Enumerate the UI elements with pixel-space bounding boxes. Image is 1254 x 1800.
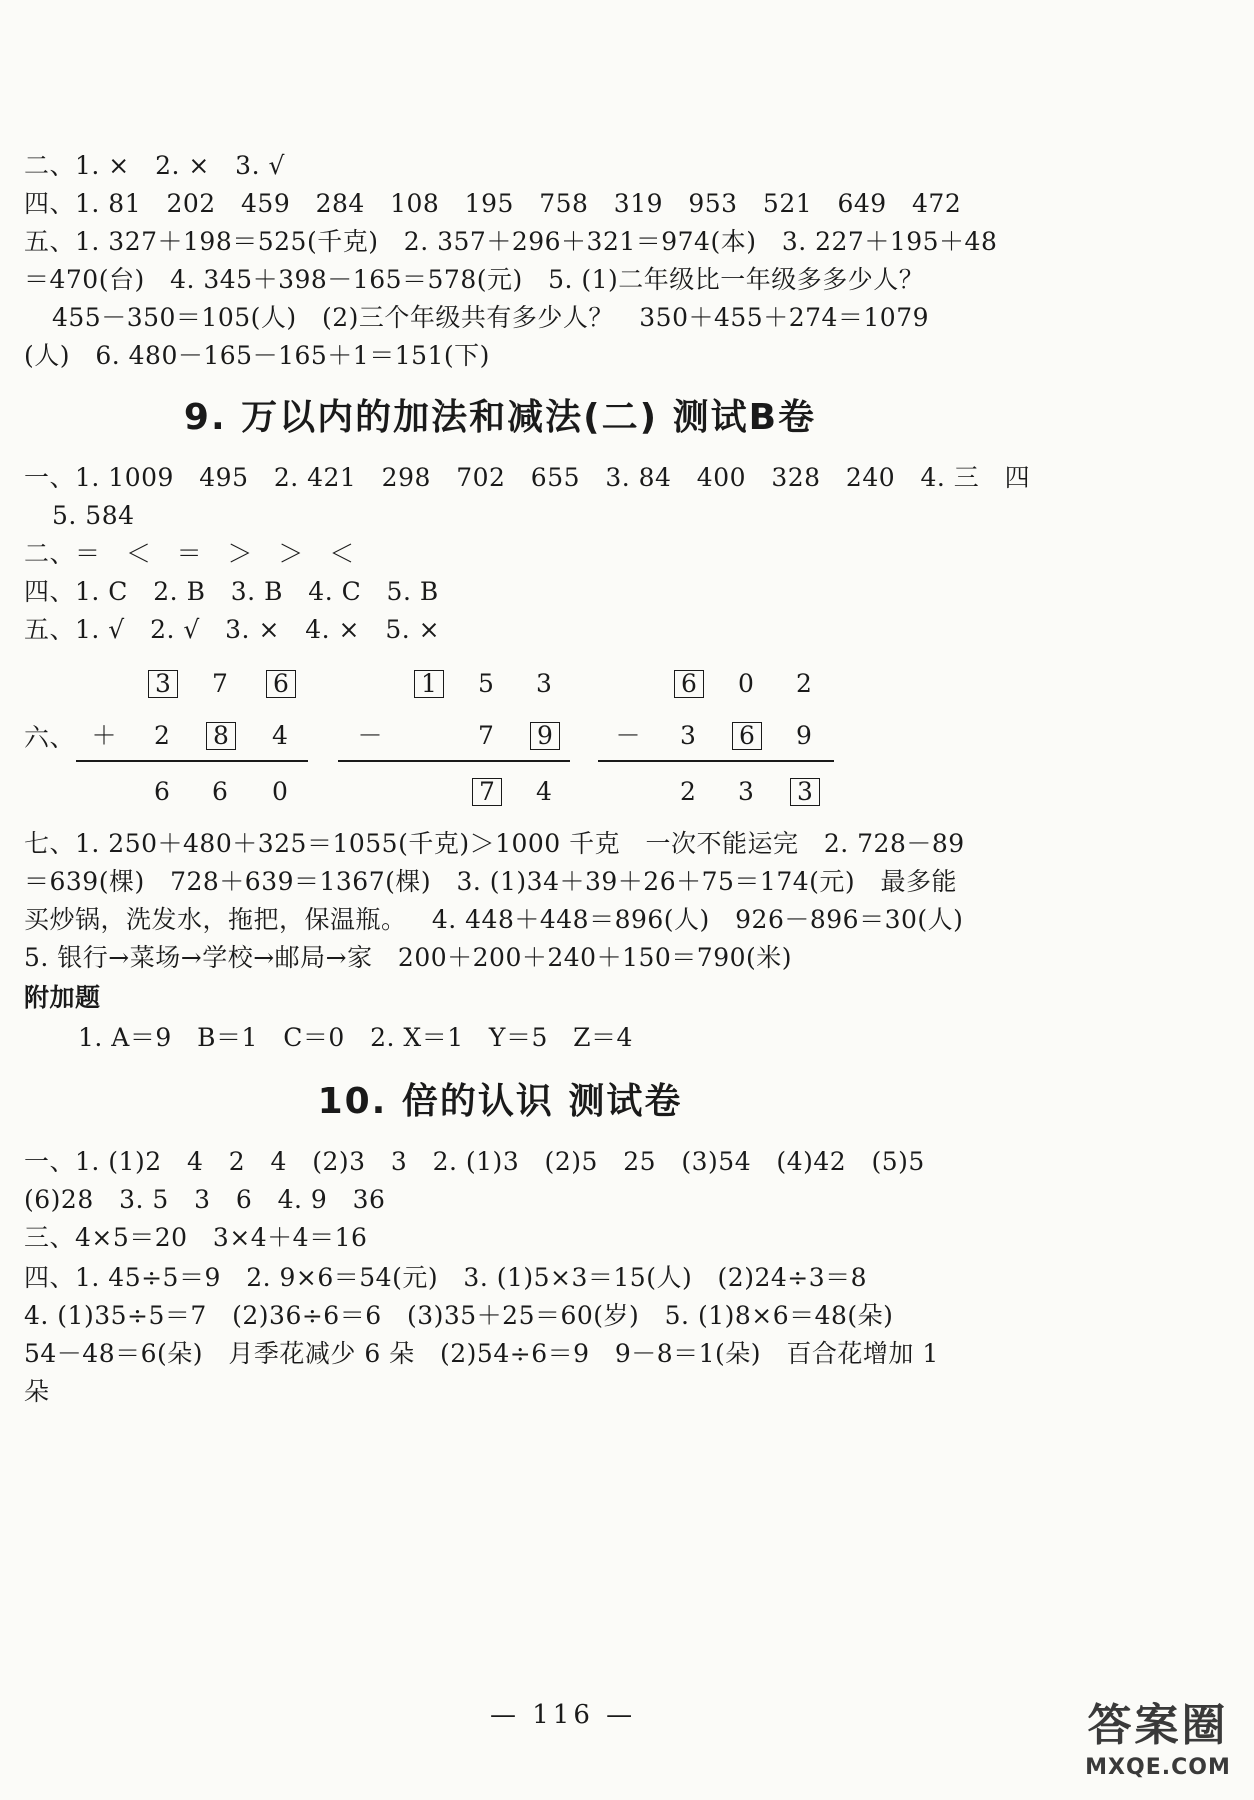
s10-line-1: 一、1. (1)2 4 2 4 (2)3 3 2. (1)3 (2)5 25 (3)54 (4)42 (5)5: [24, 1147, 925, 1176]
vp1-res-0: 6: [154, 777, 170, 806]
vp2-top-2: 3: [536, 669, 552, 698]
vp3-op: －: [615, 721, 641, 750]
vp1-top-1: 7: [212, 669, 228, 698]
vp2-rule: [338, 760, 570, 762]
vp1-res-1: 6: [212, 777, 228, 806]
s9-line-1: 一、1. 1009 495 2. 421 298 702 655 3. 84 400 328 240 4. 三 四: [24, 463, 1031, 492]
vp3-mid-1: 6: [732, 722, 762, 750]
watermark-logo: [1070, 1698, 1246, 1794]
watermark-url: MXQE.COM: [1085, 1755, 1231, 1780]
answer-line-top-5: 455－350＝105(人) (2)三个年级共有多少人？ 350＋455＋274＝1079: [52, 303, 930, 332]
vp1-mid-0: 2: [154, 721, 170, 750]
section-10-title: 10. 倍的认识 测试卷: [317, 1081, 683, 1122]
vp1-res-2: 0: [272, 777, 288, 806]
s10-line-6: 54－48＝6(朵) 月季花减少 6 朵 (2)54÷6＝9 9－8＝1(朵) 百合花增加 1: [24, 1339, 939, 1368]
vp3-res-2: 3: [790, 778, 820, 806]
answer-line-top-2: 四、1. 81 202 459 284 108 195 758 319 953 521 649 472: [24, 189, 962, 218]
vp1-top-2: 6: [266, 670, 296, 698]
extra-questions-line: 1. A＝9 B＝1 C＝0 2. X＝1 Y＝5 Z＝4: [78, 1023, 633, 1052]
s10-line-2: (6)28 3. 5 3 6 4. 9 36: [24, 1185, 386, 1214]
vp3-res-1: 3: [738, 777, 754, 806]
s9-line-2: 5. 584: [52, 501, 135, 530]
s9-q7-line-1: 七、1. 250＋480＋325＝1055(千克)＞1000 千克 一次不能运完 2. 728－89: [24, 829, 965, 858]
vp1-mid-2: 4: [272, 721, 288, 750]
vp3-mid-2: 9: [796, 721, 812, 750]
s9-q7-line-2: ＝639(棵) 728＋639＝1367(棵) 3. (1)34＋39＋26＋75＝174(元) 最多能: [24, 867, 957, 896]
vp2-top-1: 5: [478, 669, 494, 698]
s9-q7-line-4: 5. 银行→菜场→学校→邮局→家 200＋200＋240＋150＝790(米): [24, 943, 793, 972]
vp3-rule: [598, 760, 834, 762]
s10-line-3: 三、4×5＝20 3×4＋4＝16: [24, 1223, 368, 1252]
vp3-top-1: 0: [738, 669, 754, 698]
s10-line-4: 四、1. 45÷5＝9 2. 9×6＝54(元) 3. (1)5×3＝15(人) (2)24÷3＝8: [24, 1263, 868, 1292]
vp3-res-0: 2: [680, 777, 696, 806]
answer-line-top-3: 五、1. 327＋198＝525(千克) 2. 357＋296＋321＝974(本) 3. 227＋195＋48: [24, 227, 998, 256]
s9-line-3: 二、＝ ＜ ＝ ＞ ＞ ＜: [24, 539, 355, 568]
watermark-title: 答案圈: [1087, 1700, 1229, 1751]
vp1-top-0: 3: [148, 670, 178, 698]
vp2-res-0: 7: [472, 778, 502, 806]
s9-line-4: 四、1. C 2. B 3. B 4. C 5. B: [24, 577, 439, 606]
vp2-mid-1: 7: [478, 721, 494, 750]
q6-label: 六、: [24, 723, 76, 752]
page-number: — 116 —: [490, 1700, 637, 1730]
vp1-rule: [76, 760, 308, 762]
vp2-op: －: [357, 721, 383, 750]
vp2-top-0: 1: [414, 670, 444, 698]
s10-line-5: 4. (1)35÷5＝7 (2)36÷6＝6 (3)35＋25＝60(岁) 5. (1)8×6＝48(朵): [24, 1301, 894, 1330]
extra-questions-label: 附加题: [24, 983, 101, 1012]
vp3-top-0: 6: [674, 670, 704, 698]
vp3-mid-0: 3: [680, 721, 696, 750]
vp2-mid-2: 9: [530, 722, 560, 750]
vp3-top-2: 2: [796, 669, 812, 698]
answer-line-top-1: 二、1. × 2. × 3. √: [24, 151, 285, 180]
section-9-title: 9. 万以内的加法和减法(二) 测试B卷: [183, 397, 817, 438]
answer-line-top-4: ＝470(台) 4. 345＋398－165＝578(元) 5. (1)二年级比一年级多多少人？: [24, 265, 925, 294]
vp1-op: ＋: [91, 721, 117, 750]
vp2-res-1: 4: [536, 777, 552, 806]
s9-line-5: 五、1. √ 2. √ 3. × 4. × 5. ×: [24, 615, 441, 644]
s9-q7-line-3: 买炒锅，洗发水，拖把，保温瓶。 4. 448＋448＝896(人) 926－896＝30(人): [24, 905, 964, 934]
answer-line-top-6: (人) 6. 480－165－165＋1＝151(下): [24, 341, 490, 370]
vp1-mid-1: 8: [206, 722, 236, 750]
s10-line-7: 朵: [24, 1377, 50, 1406]
